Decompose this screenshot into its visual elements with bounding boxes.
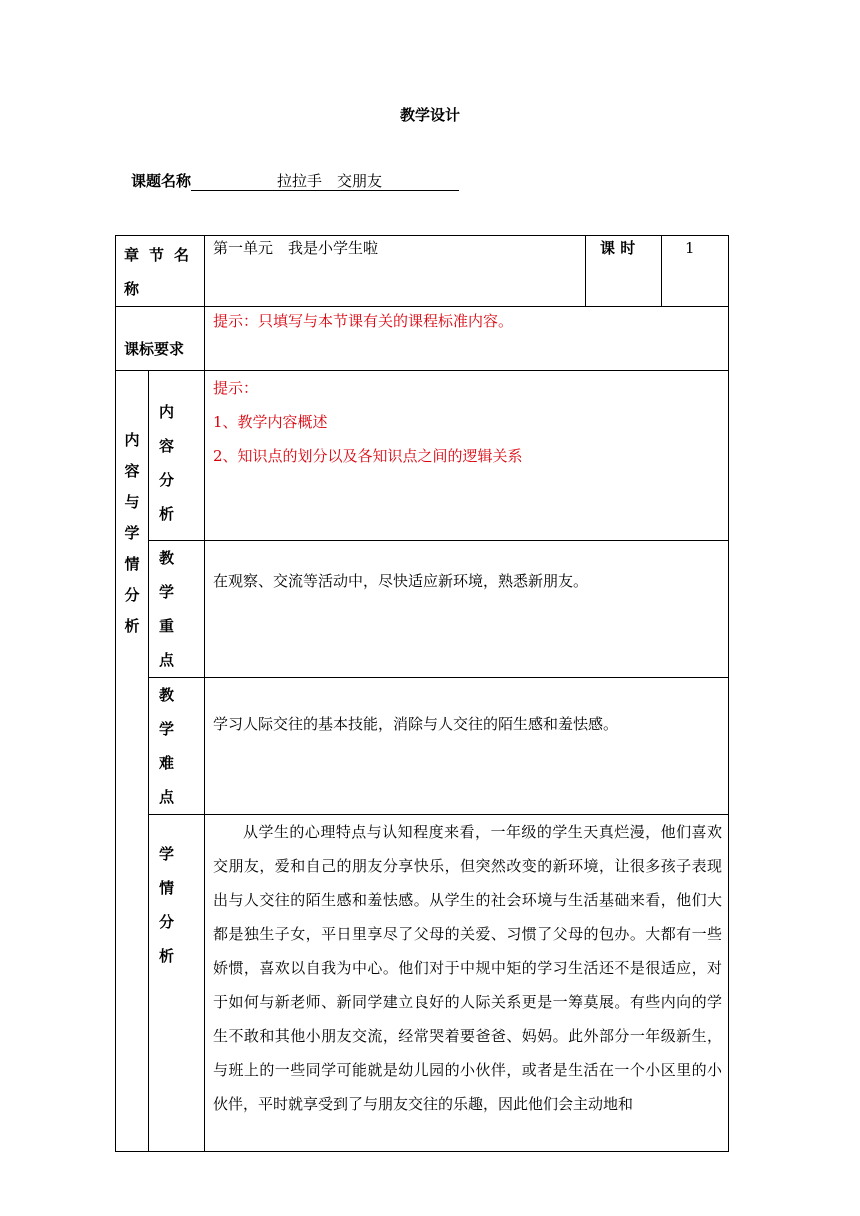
content-hint-line: 提示： [213,379,259,397]
analysis-group-label-cell [116,371,149,1152]
chapter-value-cell [205,236,586,307]
lesson-design-table [115,235,729,1152]
content-analysis-label: 内容分析 [159,403,183,523]
key-point-row [116,541,729,678]
period-value: 1 [685,239,695,257]
course-name-label: 课题名称 [131,172,192,190]
analysis-group-label: 内容与学情分析 [124,431,140,635]
chapter-row [116,236,729,307]
difficulty-label: 教学难点 [159,686,183,806]
difficulty-row [116,678,729,815]
chapter-value: 第一单元 我是小学生啦 [213,239,379,257]
student-analysis-label: 学情分析 [159,845,183,965]
key-point-value-cell [205,541,729,678]
standard-hint: 提示：只填写与本节课有关的课程标准内容。 [213,312,514,330]
standard-value-cell [205,307,729,371]
standard-label-cell [116,307,205,371]
difficulty-label-cell [149,678,205,815]
content-label-cell [149,371,205,541]
period-label-cell [586,236,662,307]
period-label: 课 时 [600,239,636,257]
student-analysis-row [116,815,729,1152]
course-name-value: 拉拉手 交朋友 [191,172,459,191]
course-name-line [131,170,459,191]
period-value-cell [662,236,729,307]
content-value-cell [205,371,729,541]
difficulty-value-cell [205,678,729,815]
chapter-label: 章节名称 [124,246,200,298]
difficulty-text: 学习人际交往的基本技能，消除与人交往的陌生感和羞怯感。 [213,715,619,733]
content-hint-line: 2、知识点的划分以及各知识点之间的逻辑关系 [213,447,523,465]
standard-label: 课标要求 [124,340,185,358]
student-value-cell [205,815,729,1152]
standard-row [116,307,729,371]
document-title: 教学设计 [399,106,460,124]
student-label-cell [149,815,205,1152]
student-analysis-text: 从学生的心理特点与认知程度来看，一年级的学生天真烂漫，他们喜欢交朋友，爱和自己的朋友分享快乐，但突然改变的新环境，让很多孩子表现出与人交往的陌生感和羞怯感。从学生的社会环境与生活基础来看，他们大都是独生子女，平日里享尽了父母的关爱、习惯了父母的包办。大都有一些娇惯，喜欢以自我为中心。他们对于中规中矩的学习生活还不是很适应，对于如何与新老师、新同学建立良好的人际关系更是一筹莫展。有些内向的学生不敢和其他小朋友交流，经常哭着要爸爸、妈妈。此外部分一年级新生，与班上的一些同学可能就是幼儿园的小伙伴，或者是生活在一个小区里的小伙伴，平时就享受到了与朋友交往的乐趣，因此他们会主动地和 [213,823,723,1113]
key-point-text: 在观察、交流等活动中，尽快适应新环境，熟悉新朋友。 [213,572,589,590]
content-hint-line: 1、教学内容概述 [213,413,328,431]
key-point-label: 教学重点 [159,549,183,669]
chapter-label-cell [116,236,205,307]
key-point-label-cell [149,541,205,678]
content-analysis-row [116,371,729,541]
